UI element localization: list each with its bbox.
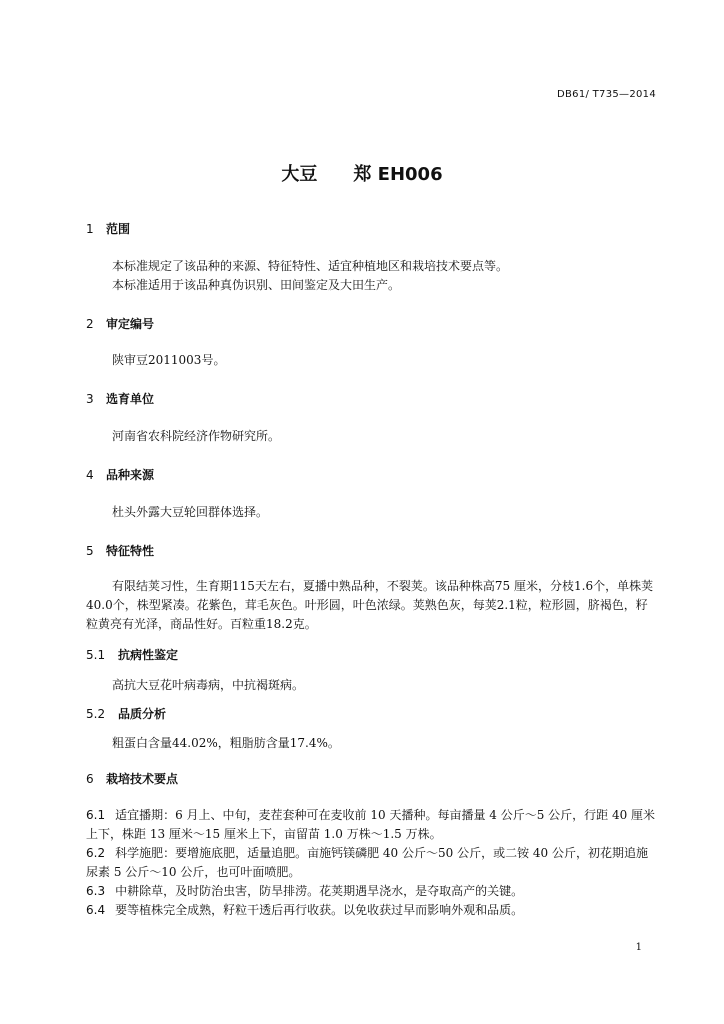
document-title [0,160,724,186]
section-number: 6 [86,772,94,786]
section-number: 5 [86,544,94,558]
section-title: 选育单位 [106,392,155,406]
title-part-2: 郑 EH006 [353,164,443,185]
subsection-5-2-text: 粗蛋白含量44.02%，粗脂肪含量17.4%。 [112,736,340,750]
subsection-title: 品质分析 [118,707,167,721]
section-title: 特征特性 [106,544,155,558]
title-part-1: 大豆 [281,164,318,185]
section-title: 栽培技术要点 [106,772,179,786]
section-1-heading [86,220,130,237]
section-5-heading [86,542,154,559]
section-3-heading [86,390,154,407]
item-text: 中耕除草，及时防治虫害，防旱排涝。花荚期遇旱浇水，是夺取高产的关键。 [115,884,524,898]
cultivation-item-6-3 [86,882,658,901]
subsection-number: 5.2 [86,707,106,721]
section-title: 审定编号 [106,317,155,331]
item-text: 要等植株完全成熟，籽粒干透后再行收获。以免收获过早而影响外观和品质。 [115,903,524,917]
item-number: 6.3 [86,884,106,898]
section-3-text: 河南省农科院经济作物研究所。 [112,429,281,443]
subsection-number: 5.1 [86,648,106,662]
section-2-text: 陕审豆2011003号。 [112,353,226,367]
section-4-heading [86,466,154,483]
section-4-text: 杜头外露大豆轮回群体选择。 [112,505,269,519]
section-2-heading [86,315,154,332]
standard-code: DB61/ T735—2014 [557,89,656,100]
cultivation-item-6-2 [86,844,658,882]
page-number: 1 [635,942,642,953]
subsection-5-1-text: 高抗大豆花叶病毒病，中抗褐斑病。 [112,678,305,692]
item-number: 6.2 [86,846,106,860]
cultivation-item-6-4 [86,901,658,920]
section-number: 1 [86,222,94,236]
cultivation-item-6-1 [86,806,658,844]
section-number: 2 [86,317,94,331]
subsection-5-1-heading [86,646,178,663]
section-1-line-1: 本标准规定了该品种的来源、特征特性、适宜种植地区和栽培技术要点等。 [112,259,509,273]
section-number: 4 [86,468,94,482]
item-text: 科学施肥：要增施底肥，适量追肥。亩施钙镁磷肥 40 公斤～50 公斤，或二铵 40 公斤，初花期追施尿素 5 公斤～10 公斤，也可叶面喷肥。 [86,846,648,879]
section-1-line-2: 本标准适用于该品种真伪识别、田间鉴定及大田生产。 [112,278,401,292]
section-6-heading [86,770,178,787]
section-5-text: 有限结荚习性，生育期115天左右，夏播中熟品种，不裂荚。该品种株高75 厘米，分枝1.6个，单株荚40.0个，株型紧凑。花紫色，茸毛灰色。叶形圆，叶色浓绿。荚熟色灰，每荚2.1粒，粒形圆，脐褐色，籽粒黄亮有光泽，商品性好。百粒重18.2克。 [86,579,654,631]
item-number: 6.4 [86,903,106,917]
subsection-5-2-heading [86,705,166,722]
section-number: 3 [86,392,94,406]
section-title: 品种来源 [106,468,155,482]
subsection-title: 抗病性鉴定 [118,648,179,662]
section-title: 范围 [106,222,131,236]
item-number: 6.1 [86,808,106,822]
item-text: 适宜播期：6 月上、中旬，麦茬套种可在麦收前 10 天播种。每亩播量 4 公斤～5 公斤，行距 40 厘米上下，株距 13 厘米～15 厘米上下，亩留苗 1.0 万株～1.5 万株。 [86,808,656,841]
